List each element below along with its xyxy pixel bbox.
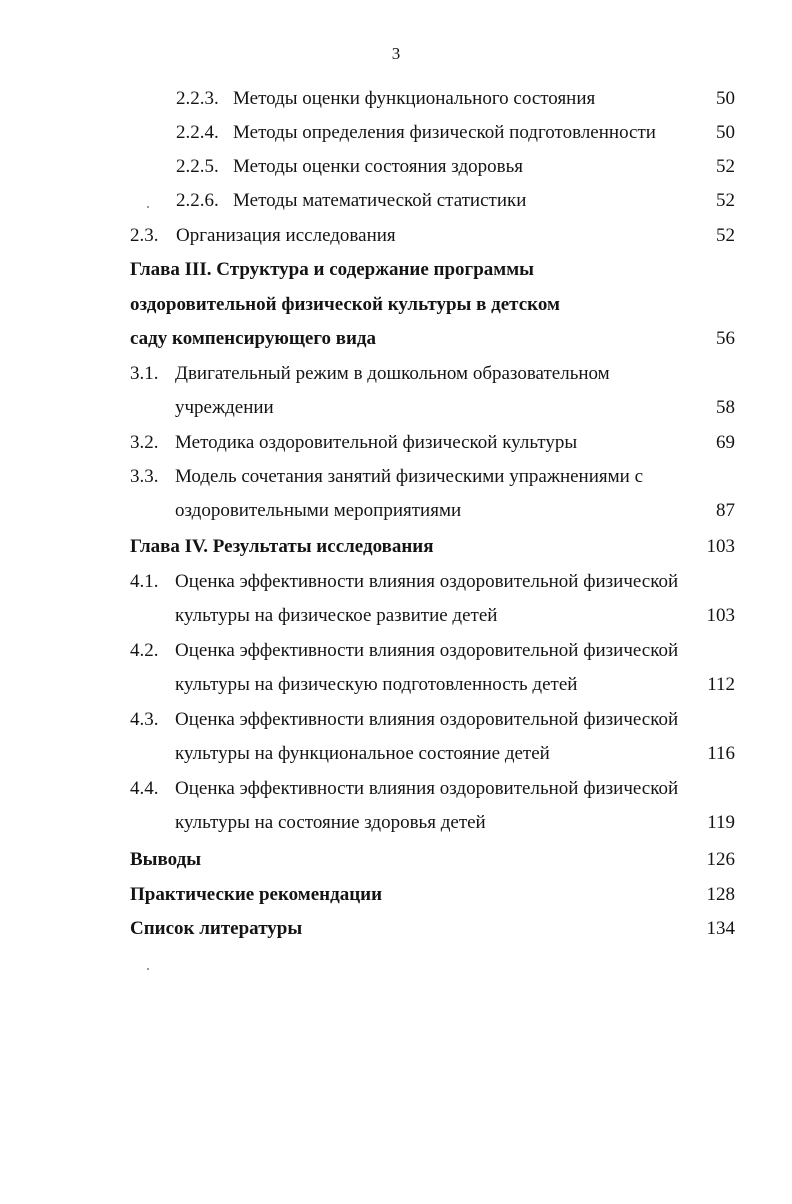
toc-chapter-title: Глава IV. Результаты исследования [130, 536, 434, 557]
toc-entry-number: 3.1. [130, 363, 159, 384]
toc-entry-title: Методы определения физической подготовленности [233, 122, 656, 143]
toc-entry-title: Двигательный режим в дошкольном образовательном [175, 363, 610, 384]
toc-entry-3-1[interactable] [0, 359, 792, 389]
page-number: 3 [391, 44, 401, 63]
toc-entry-page: 119 [707, 812, 735, 833]
toc-entry-4-2[interactable] [0, 636, 792, 666]
toc-entry-number: 3.3. [130, 466, 159, 487]
toc-conclusions[interactable] [0, 845, 792, 875]
toc-entry-number: 3.2. [130, 432, 159, 453]
toc-chapter-title: Практические рекомендации [130, 884, 383, 905]
toc-entry-page: 87 [716, 500, 735, 521]
toc-entry-page: 52 [716, 225, 735, 246]
toc-entry-title: Оценка эффективности влияния оздоровительной физической [175, 709, 679, 730]
toc-entry-4-3[interactable] [0, 705, 792, 735]
toc-entry-4-4-cont[interactable] [0, 808, 792, 838]
toc-entry-number: 2.2.4. [176, 122, 219, 143]
toc-references[interactable] [0, 914, 792, 944]
toc-entry-title: Оценка эффективности влияния оздоровительной физической [175, 778, 679, 799]
toc-entry-page: 58 [716, 397, 735, 418]
toc-entry-page: 69 [716, 432, 735, 453]
toc-chapter-3-line-3[interactable] [0, 324, 792, 354]
toc-entry-page: 103 [706, 536, 735, 557]
toc-chapter-3-line-1[interactable] [0, 255, 792, 285]
toc-recommendations[interactable] [0, 880, 792, 910]
toc-entry-page: 112 [707, 674, 735, 695]
scan-speck [147, 206, 149, 208]
toc-chapter-title: Глава III. Структура и содержание программы [130, 259, 534, 280]
toc-chapter-title: Выводы [130, 849, 202, 870]
toc-entry-3-1-cont[interactable] [0, 393, 792, 423]
toc-entry-page: 52 [716, 190, 735, 211]
toc-entry-title: учреждении [175, 397, 274, 418]
toc-entry-title: Методы оценки функционального состояния [233, 88, 596, 109]
toc-entry-title: Методы оценки состояния здоровья [233, 156, 523, 177]
toc-entry-number: 4.3. [130, 709, 159, 730]
toc-entry-title: оздоровительными мероприятиями [175, 500, 462, 521]
toc-entry-4-3-cont[interactable] [0, 739, 792, 769]
toc-entry-title: Оценка эффективности влияния оздоровительной физической [175, 571, 679, 592]
toc-chapter-title: саду компенсирующего вида [130, 328, 377, 349]
toc-entry-4-1-cont[interactable] [0, 601, 792, 631]
toc-entry-page: 50 [716, 88, 735, 109]
toc-entry-page: 103 [706, 605, 735, 626]
toc-chapter-title: оздоровительной физической культуры в детском [130, 294, 560, 315]
toc-entry-page: 50 [716, 122, 735, 143]
toc-entry-3-3-cont[interactable] [0, 496, 792, 526]
toc-entry-title: Методика оздоровительной физической культуры [175, 432, 578, 453]
toc-entry-2-2-5[interactable] [0, 152, 792, 182]
toc-entry-4-1[interactable] [0, 567, 792, 597]
toc-entry-4-4[interactable] [0, 774, 792, 804]
toc-entry-title: Методы математической статистики [233, 190, 527, 211]
toc-entry-number: 2.2.3. [176, 88, 219, 109]
toc-entry-title: культуры на физическое развитие детей [175, 605, 498, 626]
toc-chapter-title: Список литературы [130, 918, 303, 939]
toc-entry-page: 126 [706, 849, 735, 870]
toc-entry-2-3[interactable] [0, 221, 792, 251]
toc-entry-page: 116 [707, 743, 735, 764]
scan-speck [147, 968, 149, 970]
toc-entry-2-2-4[interactable] [0, 118, 792, 148]
toc-entry-title: Организация исследования [176, 225, 396, 246]
toc-entry-page: 128 [706, 884, 735, 905]
toc-entry-number: 4.4. [130, 778, 159, 799]
toc-entry-3-2[interactable] [0, 428, 792, 458]
toc-entry-number: 4.1. [130, 571, 159, 592]
toc-entry-number: 4.2. [130, 640, 159, 661]
toc-chapter-4[interactable] [0, 532, 792, 562]
toc-entry-title: Модель сочетания занятий физическими упражнениями с [175, 466, 643, 487]
toc-entry-page: 52 [716, 156, 735, 177]
toc-entry-3-3[interactable] [0, 462, 792, 492]
toc-entry-number: 2.3. [130, 225, 159, 246]
toc-entry-page: 134 [706, 918, 735, 939]
toc-entry-number: 2.2.6. [176, 190, 219, 211]
toc-entry-title: культуры на состояние здоровья детей [175, 812, 486, 833]
toc-entry-2-2-3[interactable] [0, 84, 792, 114]
toc-entry-title: культуры на физическую подготовленность детей [175, 674, 578, 695]
toc-entry-title: культуры на функциональное состояние детей [175, 743, 550, 764]
toc-chapter-3-line-2[interactable] [0, 290, 792, 320]
table-of-contents [0, 80, 792, 960]
toc-entry-4-2-cont[interactable] [0, 670, 792, 700]
toc-entry-2-2-6[interactable] [0, 186, 792, 216]
toc-entry-title: Оценка эффективности влияния оздоровительной физической [175, 640, 679, 661]
toc-entry-page: 56 [716, 328, 735, 349]
toc-entry-number: 2.2.5. [176, 156, 219, 177]
